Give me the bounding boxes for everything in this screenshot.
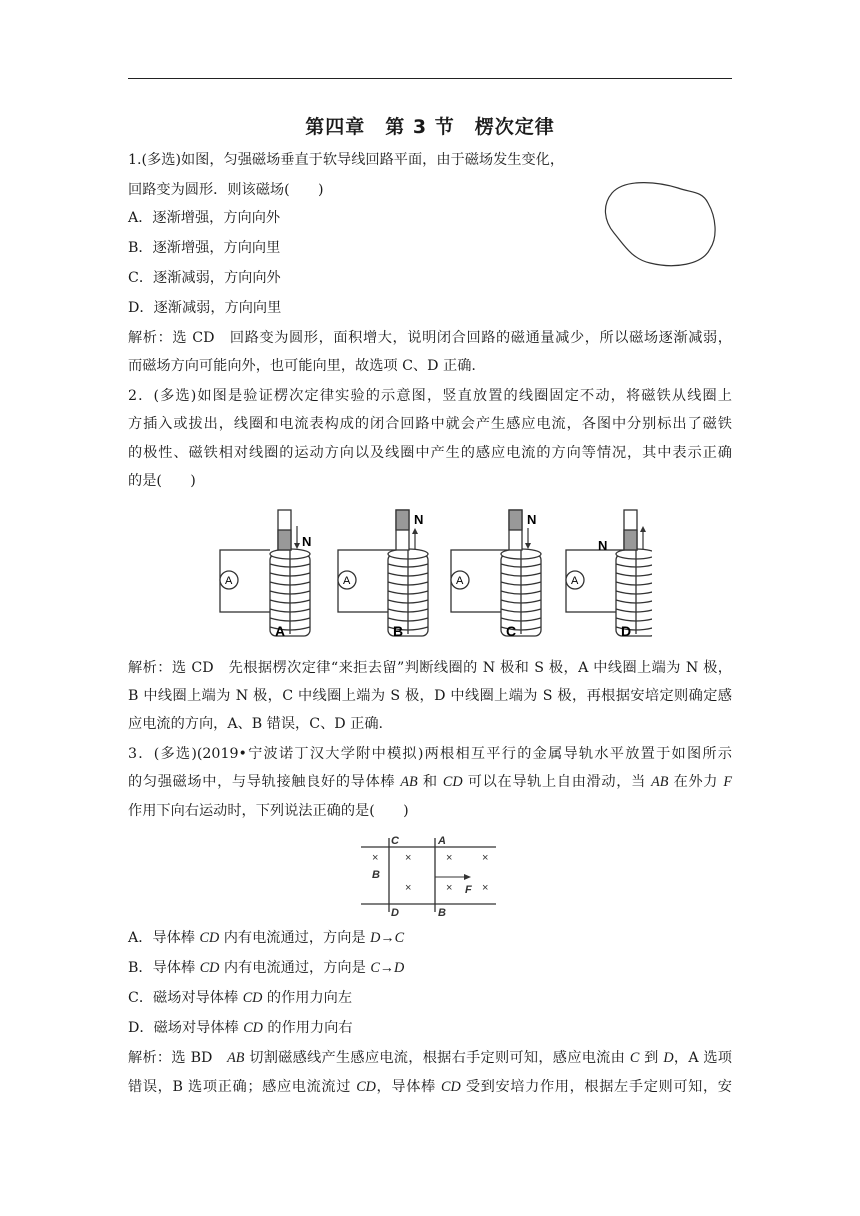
q1-stem-line-2: 回路变为圆形．则该磁场( ) [128, 182, 324, 198]
label-a: A [438, 835, 446, 847]
text-run: D．磁场对导体棒 [128, 1020, 244, 1036]
q2-panel-b [338, 510, 428, 639]
q3-option-a [128, 928, 404, 948]
variable-cd: CD [243, 1020, 263, 1036]
ammeter-label: A [456, 575, 464, 587]
variable-c: C [629, 1050, 640, 1066]
text-run: 解析：选 BD [128, 1050, 228, 1066]
field-cross: × [482, 882, 489, 894]
ammeter-label: A [225, 575, 233, 587]
force-arrow-icon [464, 874, 471, 880]
q2-panel-c [451, 510, 541, 639]
q1-loop-figure [598, 175, 724, 271]
q2-panel-a [220, 510, 311, 639]
field-cross: × [405, 882, 412, 894]
variable-ab: AB [651, 774, 669, 790]
text-run: 在外力 [668, 774, 724, 790]
q1-option-c: C．逐渐减弱，方向向外 [128, 270, 281, 286]
text-run: 受到安培力作用，根据左手定则可知，安 [460, 1079, 732, 1095]
label-c: C [391, 835, 399, 847]
panel-label: B [393, 623, 404, 639]
variable-cd: CD [199, 960, 220, 976]
pole-label: N [302, 534, 312, 549]
q3-option-d [128, 1018, 353, 1038]
q1-stem-line-1: 1.(多选)如图，匀强磁场垂直于软导线回路平面，由于磁场发生变化， [128, 152, 565, 168]
variable-cd: CD [356, 1079, 376, 1095]
label-f: F [465, 884, 472, 896]
q3-option-c [128, 988, 352, 1008]
q1-answer-line-1: 解析：选 CD 回路变为圆形，面积增大，说明闭合回路的磁通量减少，所以磁场逐渐减弱， [128, 330, 732, 346]
text-run: ，导体棒 [375, 1079, 441, 1095]
pole-label: N [527, 512, 537, 527]
text-run: 的作用力向左 [262, 990, 353, 1006]
text-run: 内有电流通过，方向是 [219, 930, 371, 946]
direction: C→D [370, 960, 405, 976]
text-run: 和 [417, 774, 443, 790]
text-run: 的匀强磁场中，与导轨接触良好的导体棒 [128, 774, 401, 790]
q2-figure [212, 500, 652, 645]
q3-rails-figure [358, 832, 500, 920]
variable-cd: CD [440, 1079, 461, 1095]
q3-answer-line-1 [128, 1048, 732, 1068]
text-run: C．磁场对导体棒 [128, 990, 243, 1006]
label-d: D [391, 907, 399, 919]
q1-option-d: D．逐渐减弱，方向向里 [128, 300, 282, 316]
variable-f: F [723, 774, 732, 790]
text-run: 可以在导轨上自由滑动，当 [462, 774, 652, 790]
panel-label: A [275, 623, 286, 639]
q2-answer-line-1: 解析：选 CD 先根据楞次定律“来拒去留”判断线圈的 N 极和 S 极，A 中线圈上端为 N 极， [128, 660, 732, 676]
q3-stem-line-1: 3．(多选)(2019•宁波诺丁汉大学附中模拟)两根相互平行的金属导轨水平放置于如图所示 [128, 746, 732, 762]
text-run: 到 [639, 1050, 664, 1066]
text-run: 切割磁感线产生感应电流，根据右手定则可知，感应电流由 [244, 1050, 630, 1066]
q1-option-b: B．逐渐增强，方向向里 [128, 240, 281, 256]
text-run: B．导体棒 [128, 960, 200, 976]
field-cross: × [446, 882, 453, 894]
pole-label: N [598, 538, 608, 553]
ammeter-label: A [343, 575, 351, 587]
q2-stem-line-3: 的极性、磁铁相对线圈的运动方向以及线圈中产生的感应电流的方向等情况，其中表示正确 [128, 445, 732, 461]
q1-answer-line-2: 而磁场方向可能向外，也可能向里，故选项 C、D 正确. [128, 358, 476, 374]
q2-answer-line-3: 应电流的方向，A、B 错误，C、D 正确. [128, 716, 384, 732]
label-b: B [372, 869, 380, 881]
q3-answer-line-2 [128, 1077, 732, 1097]
q2-stem-line-2: 方插入或拔出，线圈和电流表构成的闭合回路中就会产生感应电流，各图中分别标出了磁铁 [128, 416, 732, 432]
q3-stem-line-3: 作用下向右运动时，下列说法正确的是( ) [128, 803, 409, 819]
field-cross: × [482, 852, 489, 864]
field-cross: × [446, 852, 453, 864]
field-cross: × [372, 852, 379, 864]
q2-panel-d [566, 510, 652, 639]
text-run: 的作用力向右 [262, 1020, 353, 1036]
variable-ab: AB [400, 774, 418, 790]
text-run: A．导体棒 [128, 930, 200, 946]
ammeter-label: A [571, 575, 579, 587]
q2-stem-line-4: 的是( ) [128, 473, 196, 489]
text-run: 内有电流通过，方向是 [219, 960, 371, 976]
variable-ab: AB [227, 1050, 245, 1066]
direction: D→C [370, 930, 405, 946]
pole-label: N [414, 512, 424, 527]
q2-answer-line-2: B 中线圈上端为 N 极，C 中线圈上端为 S 极，D 中线圈上端为 S 极，再根据安培定则确定感 [128, 688, 732, 704]
field-cross: × [405, 852, 412, 864]
q3-option-b [128, 958, 404, 978]
variable-cd: CD [442, 774, 463, 790]
text-run: ，A 选项 [673, 1050, 732, 1066]
label-b: B [438, 907, 446, 919]
panel-label: C [506, 623, 517, 639]
variable-cd: CD [242, 990, 263, 1006]
variable-cd: CD [199, 930, 220, 946]
variable-d: D [663, 1050, 674, 1066]
header-rule [128, 78, 732, 79]
q3-stem-line-2 [128, 772, 732, 792]
q2-stem-line-1: 2．(多选)如图是验证楞次定律实验的示意图，竖直放置的线圈固定不动，将磁铁从线圈上 [128, 388, 732, 404]
page-title: 第四章 第 3 节 楞次定律 [305, 116, 555, 138]
text-run: 错误，B 选项正确；感应电流流过 [128, 1079, 357, 1095]
q1-option-a: A．逐渐增强，方向向外 [128, 210, 281, 226]
panel-label: D [621, 623, 632, 639]
soft-wire-loop [605, 183, 715, 266]
